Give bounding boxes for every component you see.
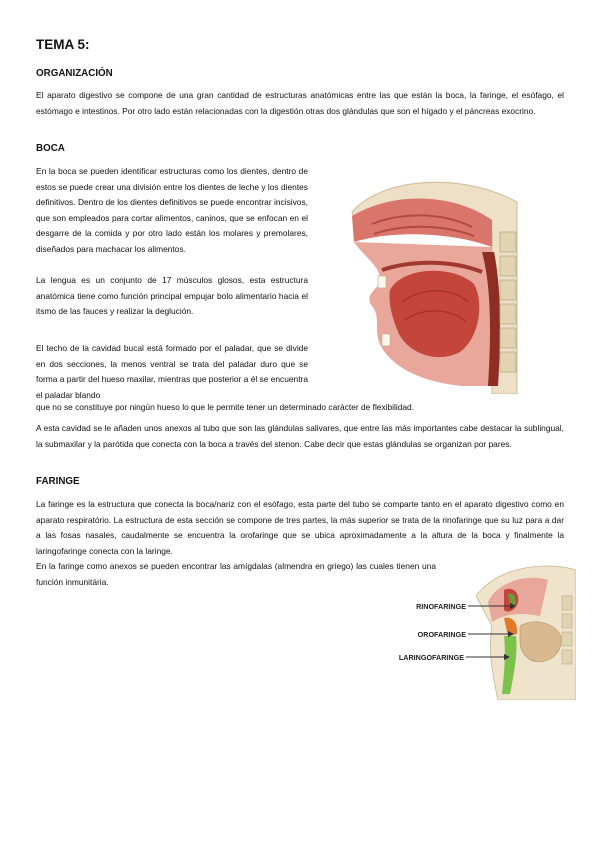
paragraph-organizacion: El aparato digestivo se compone de una gran cantidad de estructuras anatómicas entre las que están la boca, la faringe, el esófago, el estómago e intestinos. Por otro lado están relacionadas con la digestión otras dos glándulas que son el hígado y el páncreas exocrino. — [36, 90, 564, 116]
paragraph-faringe-amigdalas: En la faringe como anexos se pueden encontrar las amígdalas (almendra en griego) las cuales tienen una función inmunitária. — [36, 561, 436, 587]
section-heading-faringe: FARINGE — [36, 476, 80, 487]
pharynx-parts-diagram — [380, 556, 576, 700]
label-laringofaringe: LARINGOFARINGE — [398, 653, 464, 662]
paragraph-boca-glandulas: A esta cavidad se le añaden unos anexos al tubo que son las glándulas salivares, que entre las más importantes cabe destacar la sublingual, la submaxilar y la parótida que conecta con la boca a través del stenon. Cabe decir que estas glándulas se organizan por pares. — [36, 423, 564, 449]
paragraph-boca-dientes: En la boca se pueden identificar estructuras como los dientes, dentro de estos se puede crear una división entre los dientes de leche y los dientes definitivos. Dentro de los dientes definitivos se puede encontrar incisivos, que son empleados para cortar alimentos, caninos, que se enfocan en el desgarre de la comida y por otro lado están los molares y premolares, diseñados para machacar los alimentos. — [36, 166, 308, 254]
sagittal-head-illustration — [342, 172, 522, 394]
page-title: TEMA 5: — [36, 37, 90, 52]
paragraph-faringe-partes: La faringe es la estructura que conecta la boca/nariz con el esófago, esta parte del tubo se comparte tanto en el aparato digestivo como en aparato respiratório. La estructura de esta sección se compone de tres partes, la más superior se trata de la rinofaringe que su luz para a dar a las fosas nasales, caudalmente se encuentra la orofaringe que se ubica aproximadamente a la altura de la boca y finalmente la laringofaringe conecta con la laringe. — [36, 499, 564, 556]
paragraph-boca-lengua: La lengua es un conjunto de 17 músculos glosos, esta estructura anatómica tiene como función principal empujar bolo alimentario hacia el itsmo de las fauces y realizar la deglución. — [36, 275, 308, 317]
label-orofaringe: OROFARINGE — [417, 630, 466, 639]
section-heading-boca: BOCA — [36, 143, 65, 154]
paragraph-boca-paladar-cont: que no se constituye por ningún hueso lo que le permite tener un determinado carácter de flexibilidad. — [36, 402, 415, 412]
label-rinofaringe: RINOFARINGE — [416, 602, 466, 611]
section-heading-organizacion: ORGANIZACIÓN — [36, 68, 113, 79]
paragraph-boca-paladar: El techo de la cavidad bucal está formado por el paladar, que se divide en dos secciones, la menos ventral se trata del paladar duro que se forma a partir del hueso maxilar, mientras que posterior a él se encuentra el paladar blando — [36, 343, 308, 400]
